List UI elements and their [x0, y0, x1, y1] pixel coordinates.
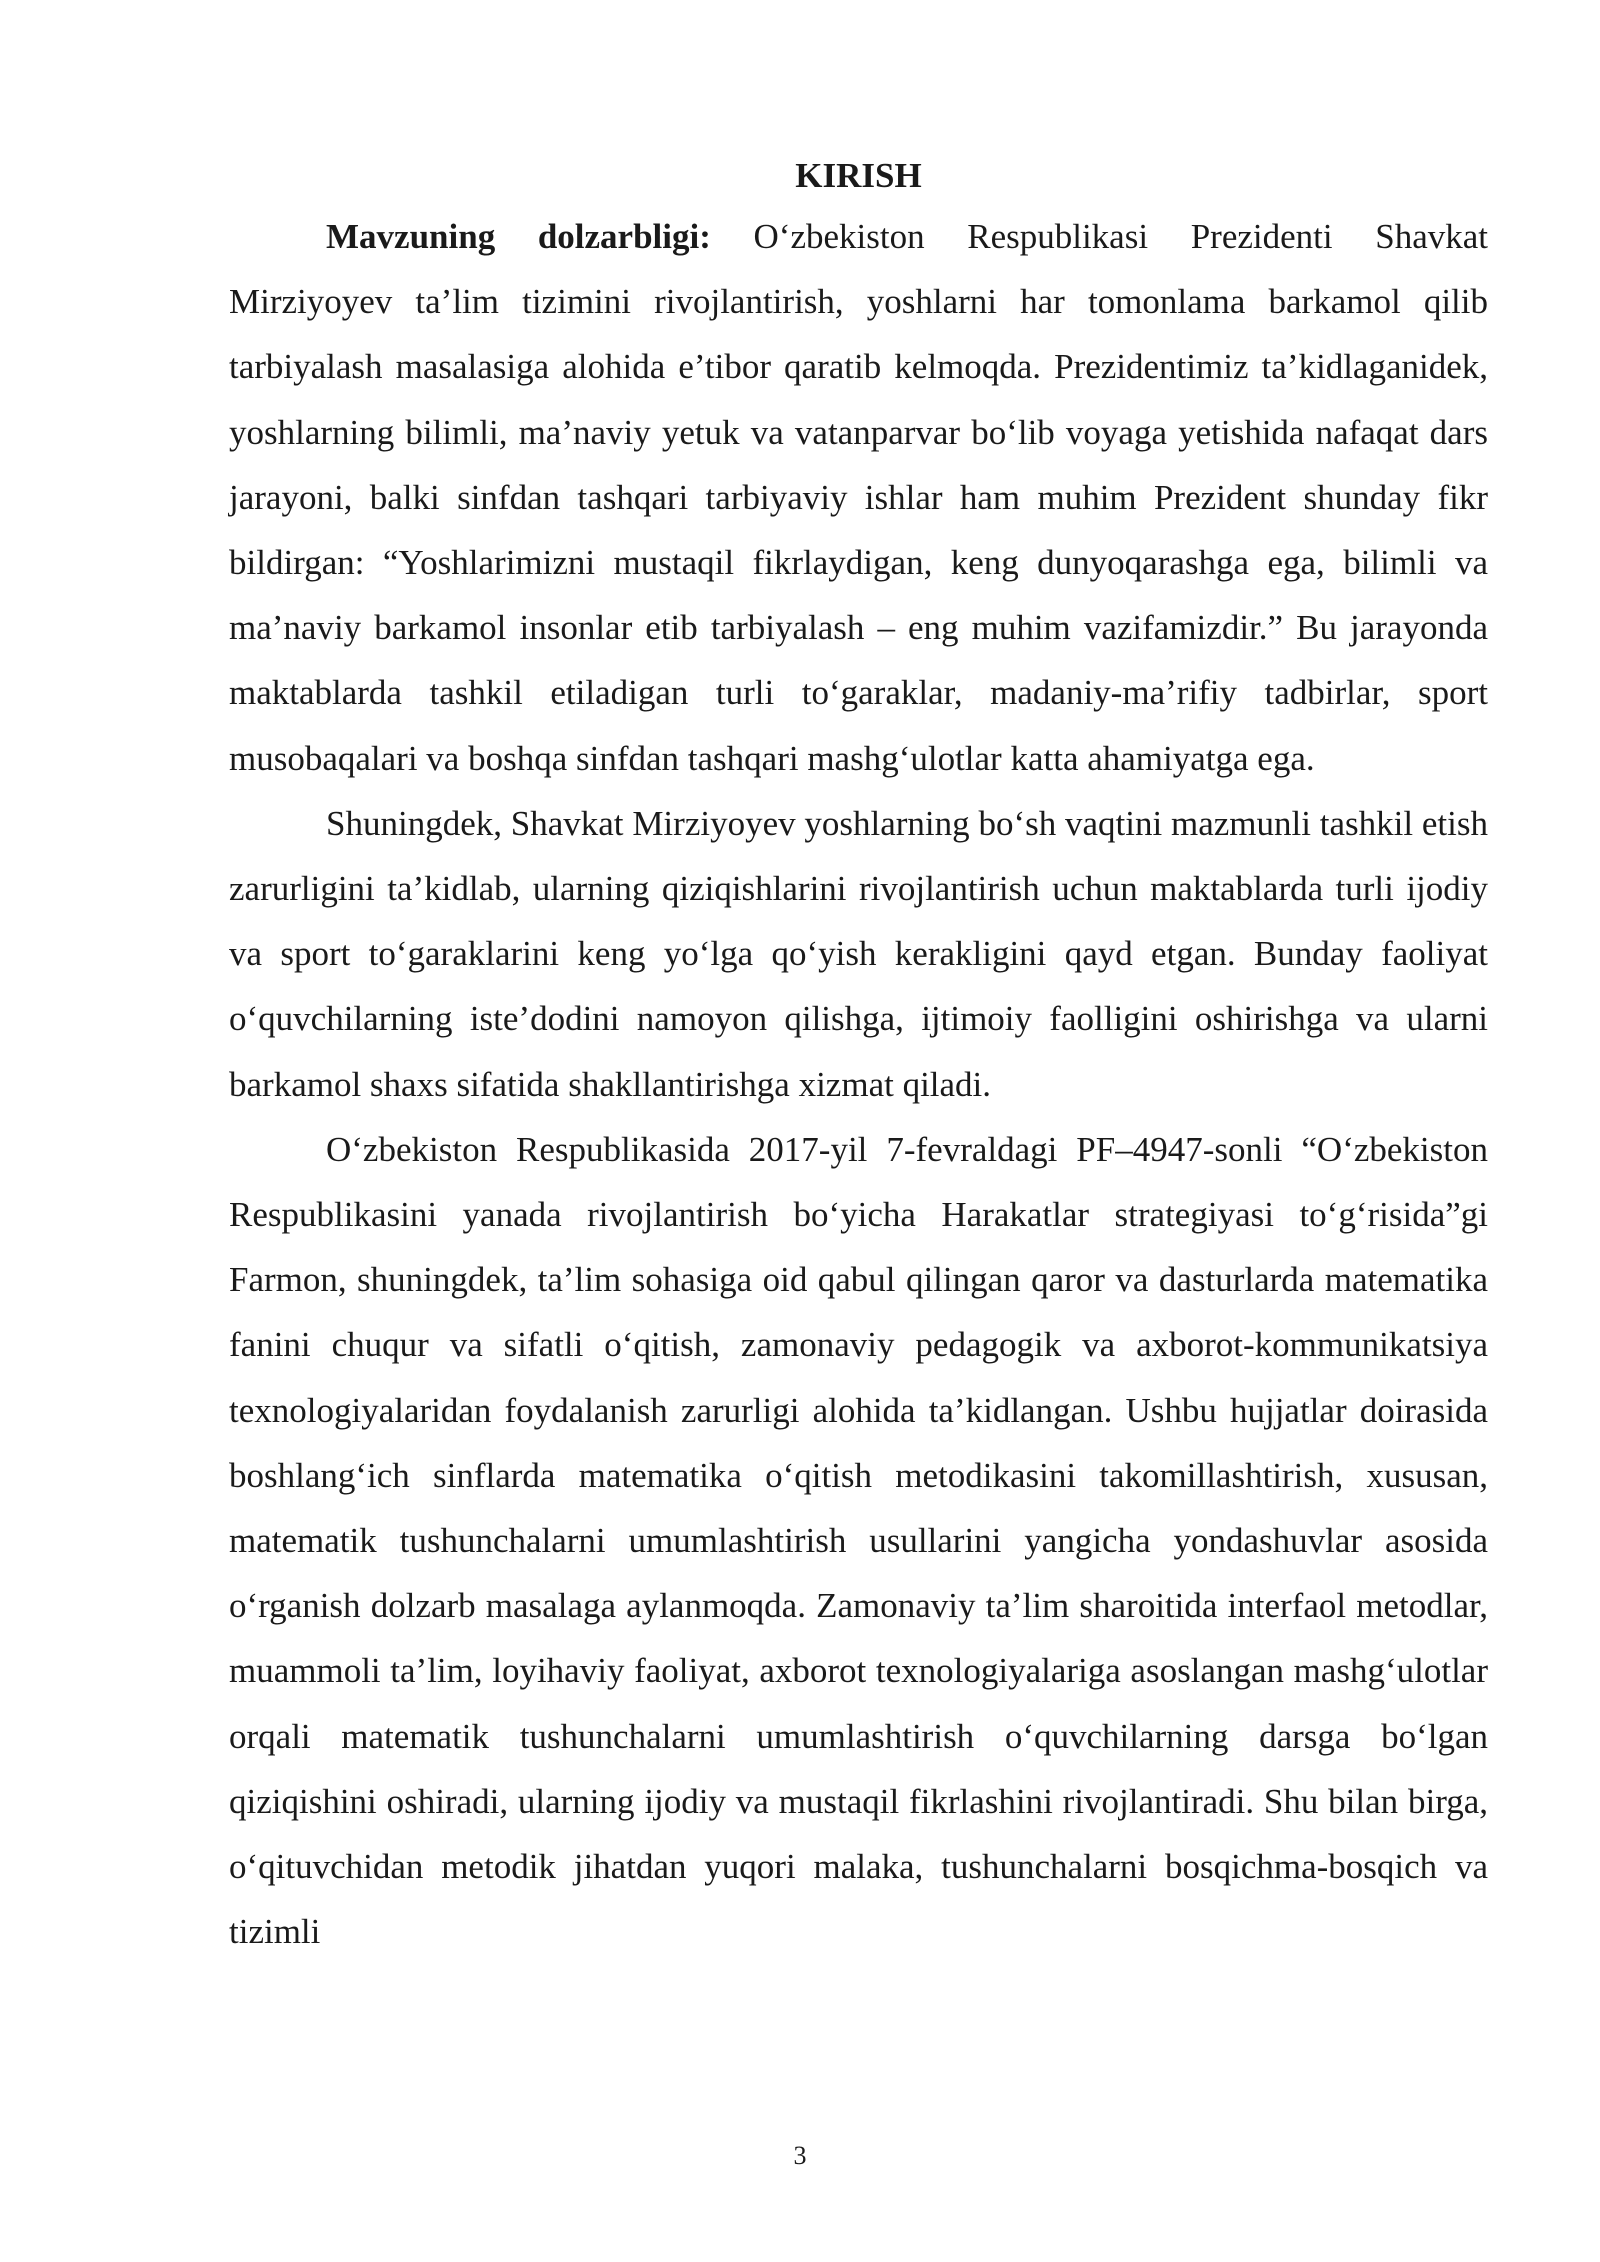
paragraph-2: Shuningdek, Shavkat Mirziyoyev yoshlarning bo‘sh vaqtini mazmunli tashkil etish zarurligini ta’kidlab, ularning qiziqishlarini rivojlantirish uchun maktablarda turli ijodiy va sport to‘garaklarini keng yo‘lga qo‘yish kerakligini qayd etgan. Bunday faoliyat o‘quvchilarning iste’dodini namoyon qilishga, ijtimoiy faolligini oshirishga va ularni barkamol shaxs sifatida shakllantirishga xizmat qiladi.: [229, 803, 1488, 1104]
page-number: 3: [793, 2141, 807, 2170]
page-body: [229, 148, 1488, 1964]
paragraph-text: O‘zbekiston Respublikasi Prezidenti Shavkat Mirziyoyev ta’lim tizimini rivojlantirish, yoshlarni har tomonlama barkamol qilib tarbiyalash masalasiga alohida e’tibor qaratib kelmoqda. Prezidentimiz ta’kidlaganidek, yoshlarning bilimli, ma’naviy yetuk va vatanparvar bo‘lib voyaga yetishida nafaqat dars jarayoni, balki sinfdan tashqari tarbiyaviy ishlar ham muhim Prezident shunday fikr bildirgan: “Yoshlarimizni mustaqil fikrlaydigan, keng dunyoqarashga ega, bilimli va ma’naviy barkamol insonlar etib tarbiyalash – eng muhim vazifamizdir.” Bu jarayonda maktablarda tashkil etiladigan turli to‘garaklar, madaniy-ma’rifiy tadbirlar, sport musobaqalari va boshqa sinfdan tashqari mashg‘ulotlar katta ahamiyatga ega.: [229, 217, 1488, 778]
paragraph-3: O‘zbekiston Respublikasida 2017-yil 7-fevraldagi PF–4947-sonli “O‘zbekiston Respublikasini yanada rivojlantirish bo‘yicha Harakatlar strategiyasi to‘g‘risida”gi Farmon, shuningdek, ta’lim sohasiga oid qabul qilingan qaror va dasturlarda matematika fanini chuqur va sifatli o‘qitish, zamonaviy pedagogik va axborot-kommunikatsiya texnologiyalaridan foydalanish zarurligi alohida ta’kidlangan. Ushbu hujjatlar doirasida boshlang‘ich sinflarda matematika o‘qitish metodikasini takomillashtirish, xususan, matematik tushunchalarni umumlashtirish usullarini yangicha yondashuvlar asosida o‘rganish dolzarb masalaga aylanmoqda. Zamonaviy ta’lim sharoitida interfaol metodlar, muammoli ta’lim, loyihaviy faoliyat, axborot texnologiyalariga asoslangan mashg‘ulotlar orqali matematik tushunchalarni umumlashtirish o‘quvchilarning darsga bo‘lgan qiziqishini oshiradi, ularning ijodiy va mustaqil fikrlashini rivojlantiradi. Shu bilan birga, o‘qituvchidan metodik jihatdan yuqori malaka, tushunchalarni bosqichma-bosqich va tizimli: [229, 1129, 1488, 1952]
paragraph-lead: Mavzuning dolzarbligi:: [326, 217, 711, 256]
paragraph-1: [229, 204, 1488, 791]
section-heading: KIRISH: [795, 156, 922, 195]
